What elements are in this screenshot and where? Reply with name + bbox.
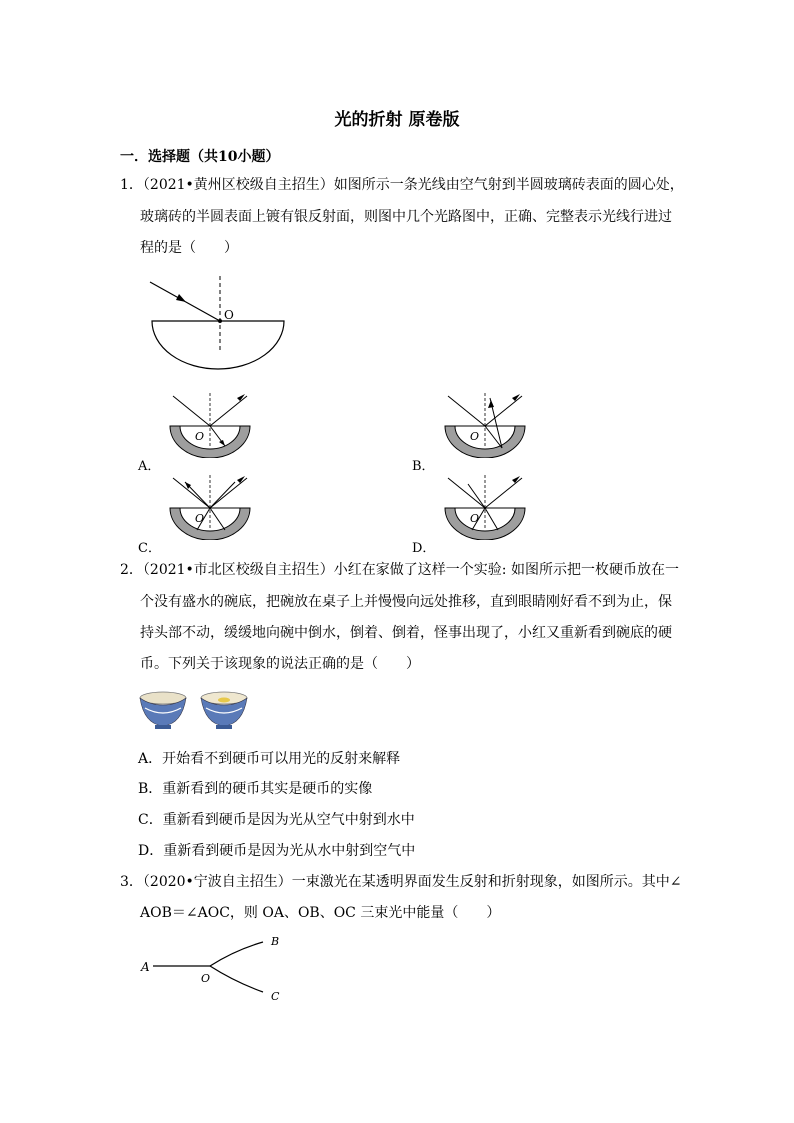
q2-line-3: 持头部不动，缓缓地向碗中倒水，倒着、倒着，怪事出现了，小红又重新看到碗底的硬 [140,625,672,641]
q1-option-a[interactable]: A． [138,459,161,474]
q1-line-1: 1．（2021•黄州区校级自主招生）如图所示一条光线由空气射到半圆玻璃砖表面的圆心处， [120,177,684,193]
svg-text:O: O [195,430,205,443]
q1-option-c[interactable]: C． [138,541,161,556]
ray-ob [210,942,263,966]
bowl-empty [140,692,186,729]
q3-ray-figure [135,930,295,1010]
center-label: O [224,308,234,322]
q3-line-1: 3．（2020•宁波自主招生）一束激光在某透明界面发生反射和折射现象，如图所示。其中∠ [120,874,682,890]
q2-line-2: 个没有盛水的碗底，把碗放在桌子上并慢慢向远处推移，直到眼睛刚好看不到为止，保 [140,594,672,610]
svg-text:O: O [470,430,480,443]
label-a: A [141,960,150,974]
q1-option-a-figure [155,388,260,458]
q2-bowls-image [136,688,256,734]
q1-option-d[interactable]: D． [412,541,436,556]
q1-line-3: 程的是（ ） [140,240,238,256]
q2-option-c[interactable]: C．重新看到硬币是因为光从空气中射到水中 [138,812,415,828]
semicircle-glass [152,321,284,369]
svg-text:O: O [195,512,205,525]
q1-option-c-figure [155,470,260,540]
q3-line-2: AOB＝∠AOC，则 OA、OB、OC 三束光中能量（ ） [140,905,501,921]
incident-arrow [176,294,186,302]
q2-line-1: 2．（2021•市北区校级自主招生）小红在家做了这样一个实验: 如图所示把一枚硬币放在一 [120,562,679,578]
q2-line-4: 币。下列关于该现象的说法正确的是（ ） [140,656,420,672]
q1-line-2: 玻璃砖的半圆表面上镀有银反射面，则图中几个光路图中，正确、完整表示光线行进过 [140,209,672,225]
q2-option-d[interactable]: D．重新看到硬币是因为光从水中射到空气中 [138,843,416,859]
label-c: C [271,990,280,1003]
q1-option-d-figure [430,470,535,540]
q2-option-b[interactable]: B．重新看到的硬币其实是硬币的实像 [138,781,373,797]
svg-text:O: O [470,512,480,525]
q1-option-b-figure [430,388,535,458]
center-point [218,319,222,323]
label-b: B [271,935,280,948]
label-o: O [201,972,211,985]
q1-main-figure [140,270,300,385]
ray-oc [210,966,263,992]
bowl-with-coin [201,692,247,729]
q2-option-a[interactable]: A．开始看不到硬币可以用光的反射来解释 [138,751,401,767]
section-heading: 一．选择题（共10小题） [120,149,280,165]
page-title: 光的折射 原卷版 [334,110,460,130]
q1-option-b[interactable]: B． [412,459,435,474]
